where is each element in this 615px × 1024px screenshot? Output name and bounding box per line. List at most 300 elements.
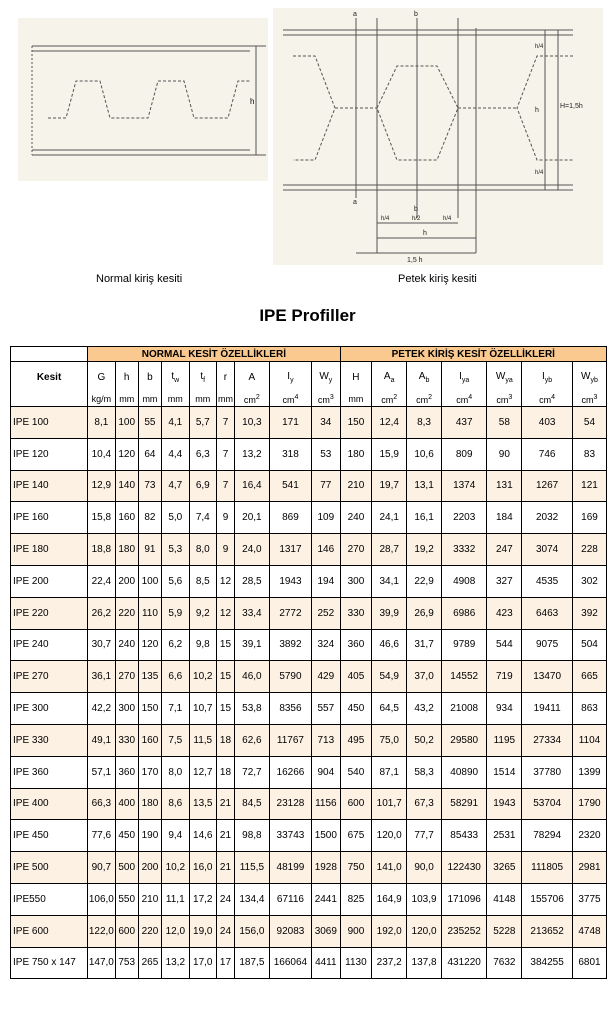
table-cell: 111805 [522, 852, 573, 884]
table-cell: 120,0 [372, 820, 407, 852]
table-row [11, 597, 607, 629]
table-cell: 7 [217, 407, 235, 439]
table-cell: 13,1 [407, 470, 442, 502]
table-cell: 37,0 [407, 661, 442, 693]
table-cell: 15,8 [88, 502, 115, 534]
table-cell: 10,4 [88, 438, 115, 470]
table-cell: 15 [217, 661, 235, 693]
table-cell: 713 [312, 724, 341, 756]
table-cell: 360 [340, 629, 372, 661]
table-cell: 6,3 [189, 438, 216, 470]
table-cell: 8,0 [162, 756, 189, 788]
table-cell: 21 [217, 852, 235, 884]
profile-name-cell: IPE 450 [11, 820, 88, 852]
table-cell: 100 [138, 565, 161, 597]
table-cell: 34,1 [372, 565, 407, 597]
table-cell: 504 [572, 629, 606, 661]
table-cell: 2772 [269, 597, 311, 629]
label-1-5h: 1,5 h [407, 257, 423, 264]
table-cell: 22,9 [407, 565, 442, 597]
table-cell: 33743 [269, 820, 311, 852]
column-header-symbol: $W_{yb}$ [572, 362, 606, 393]
table-cell: 12,7 [189, 756, 216, 788]
table-cell: 36,1 [88, 661, 115, 693]
table-cell: 164,9 [372, 883, 407, 915]
table-cell: 169 [572, 502, 606, 534]
table-cell: 240 [340, 502, 372, 534]
table-cell: 7632 [487, 947, 522, 979]
column-header-symbol: $A_a$ [372, 362, 407, 393]
table-cell: 120 [115, 438, 138, 470]
table-cell: 934 [487, 693, 522, 725]
table-cell: 53 [312, 438, 341, 470]
column-unit: $cm^3$ [572, 392, 606, 407]
table-cell: 43,2 [407, 693, 442, 725]
table-cell: 109 [312, 502, 341, 534]
table-cell: 665 [572, 661, 606, 693]
table-cell: 247 [487, 534, 522, 566]
table-cell: 64,5 [372, 693, 407, 725]
table-cell: 120,0 [407, 915, 442, 947]
table-cell: 67116 [269, 883, 311, 915]
table-cell: 825 [340, 883, 372, 915]
table-cell: 75,0 [372, 724, 407, 756]
table-cell: 6986 [441, 597, 486, 629]
column-unit: $cm^4$ [269, 392, 311, 407]
profile-name-cell: IPE 270 [11, 661, 88, 693]
table-cell: 557 [312, 693, 341, 725]
table-cell: 11,5 [189, 724, 216, 756]
table-cell: 1943 [487, 788, 522, 820]
table-cell: 7,5 [162, 724, 189, 756]
table-cell: 213652 [522, 915, 573, 947]
table-cell: 90 [487, 438, 522, 470]
column-unit: $cm^4$ [441, 392, 486, 407]
profile-name-cell: IPE 600 [11, 915, 88, 947]
column-unit: mm [115, 392, 138, 407]
table-cell: 22,4 [88, 565, 115, 597]
table-cell: 220 [115, 597, 138, 629]
profile-name-cell: IPE 300 [11, 693, 88, 725]
table-row [11, 788, 607, 820]
table-cell: 6,2 [162, 629, 189, 661]
table-cell: 600 [115, 915, 138, 947]
column-unit: mm [138, 392, 161, 407]
table-cell: 13,2 [162, 947, 189, 979]
profile-name-cell: IPE 220 [11, 597, 88, 629]
table-cell: 431220 [441, 947, 486, 979]
table-cell: 77 [312, 470, 341, 502]
table-cell: 8,3 [407, 407, 442, 439]
table-cell: 900 [340, 915, 372, 947]
table-cell: 4,1 [162, 407, 189, 439]
table-cell: 1399 [572, 756, 606, 788]
table-cell: 4908 [441, 565, 486, 597]
column-unit: mm [189, 392, 216, 407]
table-cell: 12,9 [88, 470, 115, 502]
label-b-top: b [414, 11, 418, 18]
profile-name-cell: IPE 240 [11, 629, 88, 661]
table-cell: 180 [115, 534, 138, 566]
table-cell: 1374 [441, 470, 486, 502]
table-cell: 54,9 [372, 661, 407, 693]
table-row [11, 661, 607, 693]
table-cell: 194 [312, 565, 341, 597]
table-cell: 77,6 [88, 820, 115, 852]
table-cell: 20,1 [234, 502, 269, 534]
table-cell: 156,0 [234, 915, 269, 947]
table-cell: 18,8 [88, 534, 115, 566]
table-row [11, 947, 607, 979]
label-H: H=1,5h [560, 103, 583, 110]
table-cell: 750 [340, 852, 372, 884]
table-cell: 403 [522, 407, 573, 439]
table-cell: 17,0 [189, 947, 216, 979]
table-cell: 753 [115, 947, 138, 979]
table-cell: 252 [312, 597, 341, 629]
table-cell: 58 [487, 407, 522, 439]
table-cell: 37780 [522, 756, 573, 788]
table-cell: 100 [115, 407, 138, 439]
column-header-symbol: h [115, 362, 138, 393]
table-cell: 2320 [572, 820, 606, 852]
table-cell: 1943 [269, 565, 311, 597]
column-unit: mm [340, 392, 372, 407]
ipe-profile-table [10, 346, 607, 979]
profile-name-cell: IPE 160 [11, 502, 88, 534]
table-cell: 58,3 [407, 756, 442, 788]
column-unit: $cm^2$ [407, 392, 442, 407]
table-cell: 6463 [522, 597, 573, 629]
table-cell: 302 [572, 565, 606, 597]
table-cell: 29580 [441, 724, 486, 756]
table-cell: 15 [217, 629, 235, 661]
table-row [11, 756, 607, 788]
table-cell: 27334 [522, 724, 573, 756]
table-cell: 92083 [269, 915, 311, 947]
table-cell: 166064 [269, 947, 311, 979]
kesit-unit-cell [11, 392, 88, 407]
table-cell: 1790 [572, 788, 606, 820]
castellated-beam-caption: Petek kiriş kesiti [398, 273, 477, 285]
table-cell: 19,2 [407, 534, 442, 566]
table-cell: 122,0 [88, 915, 115, 947]
table-cell: 16,1 [407, 502, 442, 534]
table-cell: 24 [217, 883, 235, 915]
table-cell: 318 [269, 438, 311, 470]
table-row [11, 534, 607, 566]
table-cell: 1156 [312, 788, 341, 820]
table-cell: 7,4 [189, 502, 216, 534]
normal-beam-caption: Normal kiriş kesiti [96, 273, 183, 285]
column-header-symbol: $I_{ya}$ [441, 362, 486, 393]
table-cell: 17 [217, 947, 235, 979]
label-a-top: a [353, 11, 357, 18]
table-cell: 5,9 [162, 597, 189, 629]
column-header-symbol: $I_y$ [269, 362, 311, 393]
table-cell: 300 [115, 693, 138, 725]
column-unit: mm [162, 392, 189, 407]
table-cell: 550 [115, 883, 138, 915]
table-cell: 160 [115, 502, 138, 534]
table-cell: 21 [217, 820, 235, 852]
table-cell: 6,9 [189, 470, 216, 502]
table-cell: 42,2 [88, 693, 115, 725]
column-header-symbol: $I_{yb}$ [522, 362, 573, 393]
profile-name-cell: IPE 750 x 147 [11, 947, 88, 979]
table-cell: 6,6 [162, 661, 189, 693]
table-cell: 1317 [269, 534, 311, 566]
column-unit: $cm^4$ [522, 392, 573, 407]
column-header-symbol: $t_w$ [162, 362, 189, 393]
table-cell: 6801 [572, 947, 606, 979]
column-unit: kg/m [88, 392, 115, 407]
table-cell: 50,2 [407, 724, 442, 756]
table-cell: 12,0 [162, 915, 189, 947]
table-cell: 115,5 [234, 852, 269, 884]
castellated-beam-diagram [273, 8, 603, 265]
table-row [11, 629, 607, 661]
table-cell: 90,7 [88, 852, 115, 884]
table-cell: 4411 [312, 947, 341, 979]
label-h: h [535, 107, 539, 114]
table-cell: 53704 [522, 788, 573, 820]
table-cell: 7,1 [162, 693, 189, 725]
table-cell: 8356 [269, 693, 311, 725]
table-cell: 228 [572, 534, 606, 566]
column-unit: $cm^3$ [312, 392, 341, 407]
table-cell: 18 [217, 756, 235, 788]
table-cell: 171096 [441, 883, 486, 915]
table-cell: 675 [340, 820, 372, 852]
table-cell: 240 [115, 629, 138, 661]
label-h4-top: h/4 [535, 44, 544, 50]
table-cell: 82 [138, 502, 161, 534]
column-header-symbol: A [234, 362, 269, 393]
table-cell: 270 [115, 661, 138, 693]
table-cell: 4,7 [162, 470, 189, 502]
table-cell: 8,5 [189, 565, 216, 597]
table-cell: 16266 [269, 756, 311, 788]
h-dimension-label: h [250, 97, 255, 106]
table-cell: 3892 [269, 629, 311, 661]
table-cell: 73 [138, 470, 161, 502]
table-cell: 171 [269, 407, 311, 439]
table-cell: 10,6 [407, 438, 442, 470]
table-cell: 3332 [441, 534, 486, 566]
profile-name-cell: IPE 500 [11, 852, 88, 884]
table-cell: 170 [138, 756, 161, 788]
table-cell: 84,5 [234, 788, 269, 820]
table-row [11, 502, 607, 534]
table-cell: 57,1 [88, 756, 115, 788]
table-cell: 62,6 [234, 724, 269, 756]
table-cell: 1130 [340, 947, 372, 979]
table-cell: 10,3 [234, 407, 269, 439]
table-cell: 30,7 [88, 629, 115, 661]
table-cell: 31,7 [407, 629, 442, 661]
table-cell: 1500 [312, 820, 341, 852]
table-cell: 122430 [441, 852, 486, 884]
table-cell: 10,7 [189, 693, 216, 725]
table-cell: 450 [115, 820, 138, 852]
table-cell: 324 [312, 629, 341, 661]
column-unit: $cm^3$ [487, 392, 522, 407]
table-cell: 134,4 [234, 883, 269, 915]
table-cell: 141,0 [372, 852, 407, 884]
table-cell: 400 [115, 788, 138, 820]
table-cell: 9 [217, 502, 235, 534]
table-cell: 392 [572, 597, 606, 629]
table-cell: 150 [340, 407, 372, 439]
column-header-symbol: $W_y$ [312, 362, 341, 393]
table-cell: 13470 [522, 661, 573, 693]
table-cell: 10,2 [162, 852, 189, 884]
table-cell: 67,3 [407, 788, 442, 820]
table-cell: 5,6 [162, 565, 189, 597]
table-cell: 9789 [441, 629, 486, 661]
table-cell: 21008 [441, 693, 486, 725]
table-cell: 10,2 [189, 661, 216, 693]
table-cell: 1104 [572, 724, 606, 756]
table-cell: 5,3 [162, 534, 189, 566]
table-row [11, 724, 607, 756]
table-cell: 235252 [441, 915, 486, 947]
table-cell: 147,0 [88, 947, 115, 979]
column-unit: mm [217, 392, 235, 407]
profile-name-cell: IPE 100 [11, 407, 88, 439]
table-cell: 192,0 [372, 915, 407, 947]
table-cell: 8,0 [189, 534, 216, 566]
table-cell: 40890 [441, 756, 486, 788]
label-h4-right: h/4 [443, 216, 452, 222]
table-cell: 5228 [487, 915, 522, 947]
table-cell: 7 [217, 438, 235, 470]
table-cell: 3775 [572, 883, 606, 915]
table-cell: 14,6 [189, 820, 216, 852]
table-cell: 5,7 [189, 407, 216, 439]
table-cell: 4748 [572, 915, 606, 947]
table-cell: 64 [138, 438, 161, 470]
label-b-bottom: b [414, 206, 418, 213]
table-cell: 9,2 [189, 597, 216, 629]
profile-name-cell: IPE 180 [11, 534, 88, 566]
column-header-symbol: H [340, 362, 372, 393]
table-cell: 72,7 [234, 756, 269, 788]
table-cell: 180 [138, 788, 161, 820]
profile-name-cell: IPE 140 [11, 470, 88, 502]
table-cell: 1514 [487, 756, 522, 788]
table-row [11, 883, 607, 915]
table-cell: 34 [312, 407, 341, 439]
table-cell: 540 [340, 756, 372, 788]
table-cell: 26,2 [88, 597, 115, 629]
table-cell: 719 [487, 661, 522, 693]
label-h4-bottom: h/4 [535, 170, 544, 176]
table-cell: 18 [217, 724, 235, 756]
table-cell: 8,1 [88, 407, 115, 439]
table-cell: 541 [269, 470, 311, 502]
table-cell: 16,4 [234, 470, 269, 502]
table-cell: 120 [138, 629, 161, 661]
table-cell: 15 [217, 693, 235, 725]
table-cell: 101,7 [372, 788, 407, 820]
table-cell: 3265 [487, 852, 522, 884]
table-cell: 190 [138, 820, 161, 852]
table-cell: 46,0 [234, 661, 269, 693]
table-cell: 19,0 [189, 915, 216, 947]
normal-beam-diagram [18, 18, 268, 181]
table-cell: 46,6 [372, 629, 407, 661]
page-title: IPE Profiller [259, 306, 356, 325]
table-cell: 49,1 [88, 724, 115, 756]
table-cell: 330 [340, 597, 372, 629]
table-cell: 4148 [487, 883, 522, 915]
profile-name-cell: IPE 360 [11, 756, 88, 788]
label-a-bottom: a [353, 199, 357, 206]
table-cell: 200 [138, 852, 161, 884]
table-cell: 160 [138, 724, 161, 756]
table-cell: 11767 [269, 724, 311, 756]
table-cell: 98,8 [234, 820, 269, 852]
table-cell: 91 [138, 534, 161, 566]
table-cell: 14552 [441, 661, 486, 693]
profile-name-cell: IPE 330 [11, 724, 88, 756]
table-cell: 2203 [441, 502, 486, 534]
table-cell: 106,0 [88, 883, 115, 915]
table-cell: 28,5 [234, 565, 269, 597]
table-cell: 33,4 [234, 597, 269, 629]
table-cell: 869 [269, 502, 311, 534]
table-cell: 53,8 [234, 693, 269, 725]
table-cell: 9 [217, 534, 235, 566]
table-cell: 19411 [522, 693, 573, 725]
table-cell: 77,7 [407, 820, 442, 852]
table-cell: 21 [217, 788, 235, 820]
table-cell: 7 [217, 470, 235, 502]
table-cell: 66,3 [88, 788, 115, 820]
table-cell: 300 [340, 565, 372, 597]
column-header-symbol: G [88, 362, 115, 393]
table-cell: 155706 [522, 883, 573, 915]
column-unit: $cm^2$ [372, 392, 407, 407]
table-cell: 429 [312, 661, 341, 693]
table-cell: 495 [340, 724, 372, 756]
table-cell: 1267 [522, 470, 573, 502]
normal-section-header: NORMAL KESİT ÖZELLİKLERİ [88, 347, 340, 362]
table-cell: 2441 [312, 883, 341, 915]
table-cell: 55 [138, 407, 161, 439]
table-cell: 327 [487, 565, 522, 597]
table-cell: 237,2 [372, 947, 407, 979]
table-cell: 904 [312, 756, 341, 788]
table-cell: 121 [572, 470, 606, 502]
table-cell: 384255 [522, 947, 573, 979]
table-cell: 39,1 [234, 629, 269, 661]
column-header-symbol: b [138, 362, 161, 393]
table-cell: 83 [572, 438, 606, 470]
table-cell: 39,9 [372, 597, 407, 629]
table-cell: 450 [340, 693, 372, 725]
table-cell: 405 [340, 661, 372, 693]
table-row [11, 565, 607, 597]
table-cell: 600 [340, 788, 372, 820]
table-cell: 85433 [441, 820, 486, 852]
table-cell: 19,7 [372, 470, 407, 502]
table-cell: 146 [312, 534, 341, 566]
table-cell: 13,2 [234, 438, 269, 470]
table-cell: 103,9 [407, 883, 442, 915]
